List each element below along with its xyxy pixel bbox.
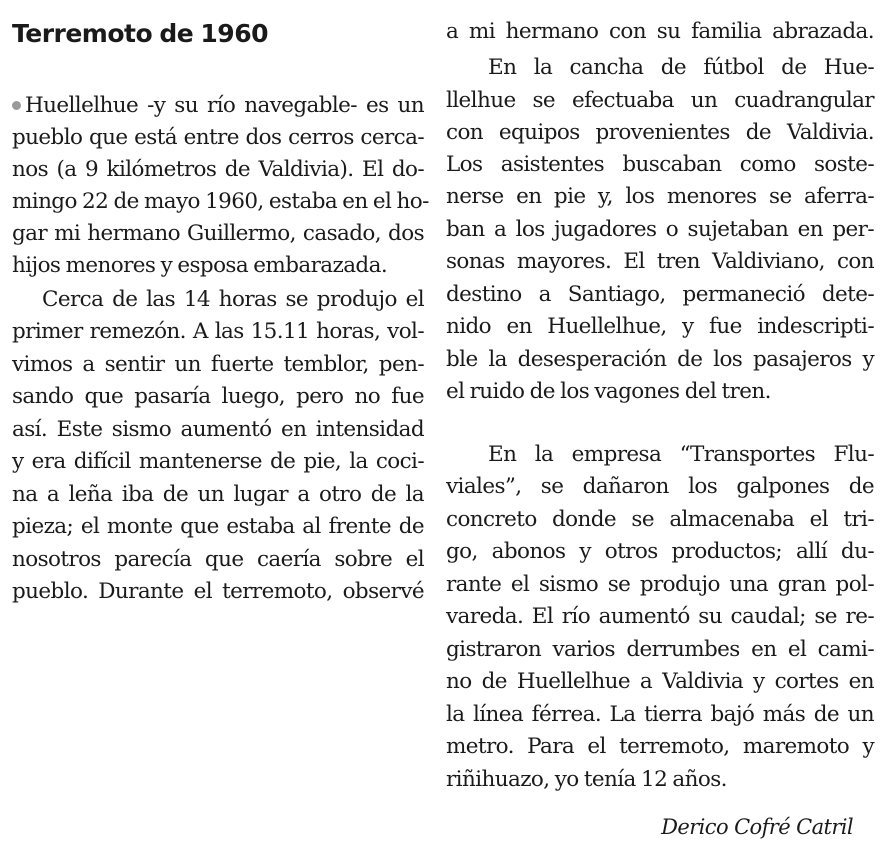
body-line: no de Huellelhue a Valdivia y cortes en bbox=[446, 669, 874, 694]
body-line: la línea férrea. La tierra bajó más de un bbox=[446, 702, 874, 727]
body-line: vimos a sentir un fuerte temblor, pen- bbox=[12, 352, 424, 377]
body-line: nido en Huellelhue, y fue indescripti- bbox=[446, 314, 874, 339]
body-line: con equipos provenientes de Valdivia. bbox=[446, 120, 874, 145]
body-line: pieza; el monte que estaba al frente de bbox=[12, 514, 424, 539]
body-line: En la cancha de fútbol de Hue- bbox=[488, 55, 874, 80]
body-line: sonas mayores. El tren Valdiviano, con bbox=[446, 249, 874, 274]
body-line: mingo 22 de mayo 1960, estaba en el ho- bbox=[12, 189, 429, 214]
body-line: rante el sismo se produjo una gran pol- bbox=[446, 572, 874, 597]
body-line: hijos menores y esposa embarazada. bbox=[12, 253, 388, 278]
body-line: sando que pasaría luego, pero no fue bbox=[12, 384, 424, 409]
body-line: go, abonos y otros productos; allí du- bbox=[446, 539, 874, 564]
body-line: primer remezón. A las 15.11 horas, vol- bbox=[12, 319, 424, 344]
body-line: gistraron varios derrumbes en el cami- bbox=[446, 637, 874, 662]
body-line: así. Este sismo aumentó en intensidad bbox=[12, 417, 424, 442]
article-title: Terremoto de 1960 bbox=[12, 19, 268, 48]
body-line: y era difícil mantenerse de pie, la coci- bbox=[12, 449, 424, 474]
body-line: na a leña iba de un lugar a otro de la bbox=[12, 482, 424, 507]
body-line: vareda. El río aumentó su caudal; se re- bbox=[446, 604, 874, 629]
body-line: llelhue se efectuaba un cuadrangular bbox=[446, 88, 874, 113]
body-line: nos (a 9 kilómetros de Valdivia). El do- bbox=[12, 157, 424, 182]
body-line: pueblo que está entre dos cerros cerca- bbox=[12, 125, 424, 150]
body-line: Los asistentes buscaban como soste- bbox=[446, 152, 874, 177]
body-line: ble la desesperación de los pasajeros y bbox=[446, 347, 874, 372]
body-line: viales”, se dañaron los galpones de bbox=[446, 474, 874, 499]
body-line: metro. Para el terremoto, maremoto y bbox=[446, 734, 874, 759]
author-signature: Derico Cofré Catril bbox=[661, 815, 853, 839]
body-line: a mi hermano con su familia abrazada. bbox=[446, 19, 874, 44]
body-line bbox=[12, 90, 424, 123]
body-line: gar mi hermano Guillermo, casado, dos bbox=[12, 221, 424, 246]
body-line: el ruido de los vagones del tren. bbox=[446, 379, 771, 404]
body-line: Cerca de las 14 horas se produjo el bbox=[42, 287, 424, 312]
bullet-icon bbox=[12, 101, 21, 110]
body-line: ban a los jugadores o sujetaban en per- bbox=[446, 217, 874, 242]
body-line: pueblo. Durante el terremoto, observé bbox=[12, 579, 424, 604]
body-line: nosotros parecía que caería sobre el bbox=[12, 547, 424, 572]
body-line: destino a Santiago, permaneció dete- bbox=[446, 282, 874, 307]
body-line: riñihuazo, yo tenía 12 años. bbox=[446, 767, 727, 792]
body-line: nerse en pie y, los menores se aferra- bbox=[446, 184, 874, 209]
body-line: En la empresa “Transportes Flu- bbox=[488, 442, 874, 467]
body-line: concreto donde se almacenaba el tri- bbox=[446, 507, 874, 532]
body-text: Huellelhue -y su río navegable- es un bbox=[25, 93, 424, 118]
